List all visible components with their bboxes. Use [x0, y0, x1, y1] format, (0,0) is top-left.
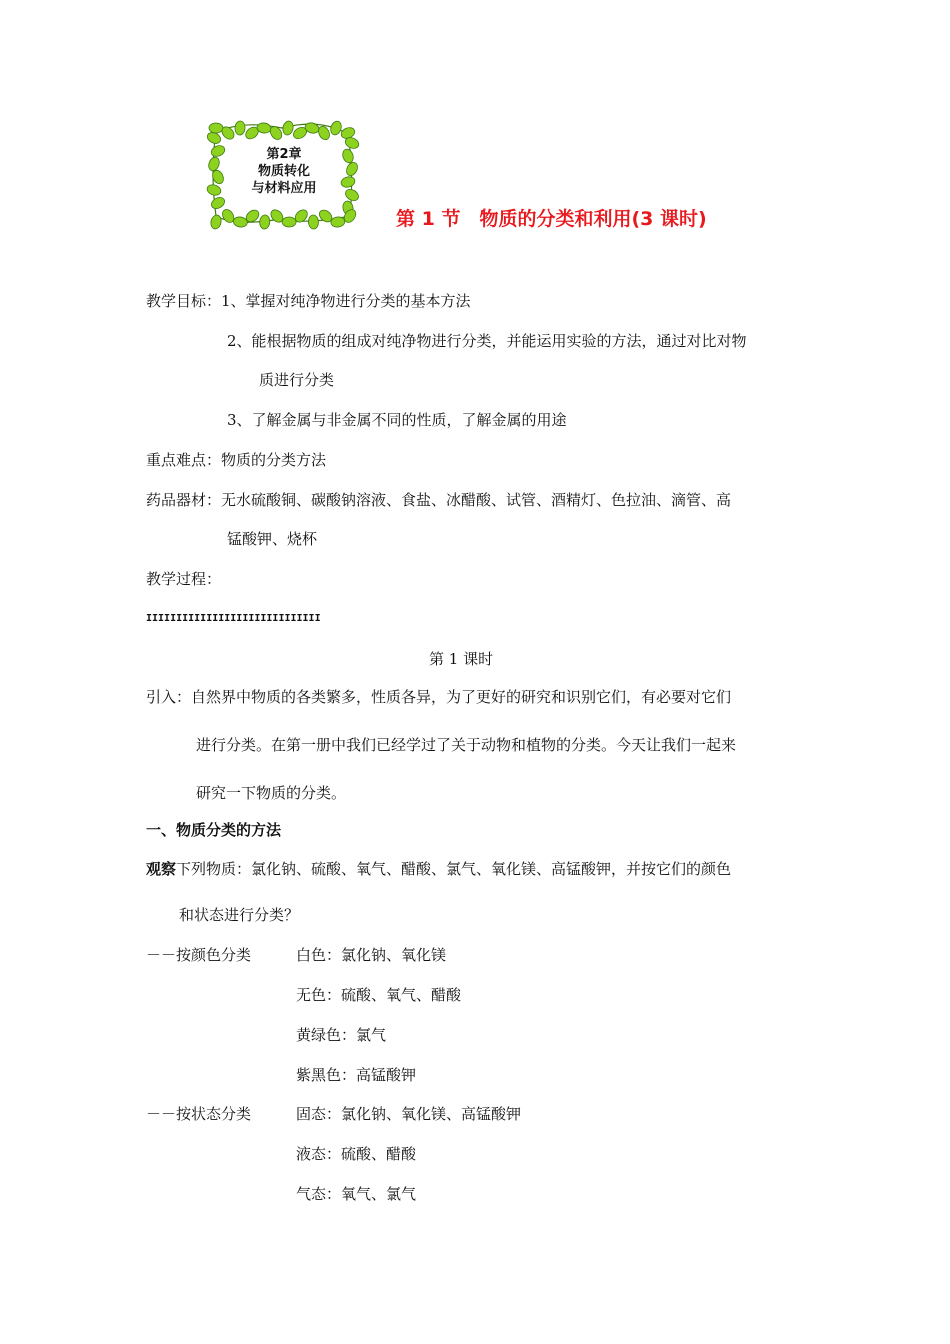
leaf-icon	[235, 121, 246, 136]
materials-line1: 药品器材：无水硫酸铜、碳酸钠溶液、食盐、冰醋酸、试管、酒精灯、色拉油、滴管、高	[146, 491, 732, 509]
objectives-line	[146, 294, 471, 309]
leaf-icon	[341, 148, 355, 164]
heading-classification-methods: 一、物质分类的方法	[146, 821, 282, 839]
leaf-icon	[282, 217, 296, 227]
intro-line2: 进行分类。在第一册中我们已经学过了关于动物和植物的分类。今天让我们一起来	[196, 736, 737, 754]
materials-line2: 锰酸钾、烧杯	[227, 530, 318, 548]
by-color-label: －－按颜色分类	[146, 946, 252, 964]
observe-keyword: 观察	[146, 860, 177, 878]
objective-2-line2: 质进行分类	[259, 371, 335, 389]
state-row-liquid: 液态：硫酸、醋酸	[296, 1145, 417, 1163]
leaf-icon	[340, 175, 356, 188]
leaf-icon	[207, 156, 221, 173]
chapter-badge-label	[232, 146, 336, 197]
color-row-colorless: 无色：硫酸、氧气、醋酸	[296, 986, 462, 1004]
color-row-yellow-green: 黄绿色：氯气	[296, 1026, 387, 1044]
lesson-heading: 第 1 课时	[429, 650, 494, 668]
leaf-icon	[330, 216, 345, 228]
leaf-icon	[344, 160, 359, 177]
objective-1: 1、掌握对纯净物进行分类的基本方法	[221, 292, 471, 310]
key-points: 重点难点：物质的分类方法	[146, 451, 327, 469]
chapter-number: 第2章	[266, 147, 302, 162]
divider-mark: IIIIIIIIIIIIIIIIIIIIIIIIIIIII	[146, 613, 321, 624]
color-row-white: 白色：氯化钠、氧化镁	[296, 946, 447, 964]
observe-line2: 和状态进行分类？	[179, 906, 300, 924]
leaf-icon	[259, 215, 270, 230]
leaf-icon	[206, 183, 222, 197]
leaf-icon	[209, 123, 223, 133]
objective-2-line1: 2、能根据物质的组成对纯净物进行分类，并能运用实验的方法，通过对比对物	[227, 332, 747, 350]
objectives-label: 教学目标：	[146, 292, 222, 310]
intro-line1: 引入：自然界中物质的各类繁多，性质各异，为了更好的研究和识别它们，有必要对它们	[146, 688, 732, 706]
by-state-label: －－按状态分类	[146, 1105, 252, 1123]
chapter-name-line1: 物质转化	[257, 164, 310, 179]
leaf-icon	[282, 120, 295, 136]
state-row-solid: 固态：氯化钠、氧化镁、高锰酸钾	[296, 1105, 522, 1123]
intro-line3: 研究一下物质的分类。	[196, 784, 347, 802]
leaf-icon	[210, 144, 227, 159]
leaf-icon	[210, 214, 223, 230]
leaf-icon	[308, 215, 319, 230]
leaf-icon	[206, 131, 223, 146]
leaf-icon	[256, 122, 271, 134]
leaf-icon	[233, 216, 248, 228]
color-row-purple-black: 紫黑色：高锰酸钾	[296, 1066, 417, 1084]
objective-3: 3、了解金属与非金属不同的性质，了解金属的用途	[227, 411, 567, 429]
section-title: 第 1 节 物质的分类和利用(3 课时)	[396, 208, 707, 230]
state-row-gas: 气态：氧气、氯气	[296, 1185, 417, 1203]
observe-line1	[146, 862, 731, 877]
process-label: 教学过程：	[146, 570, 222, 588]
chapter-name-line2: 与材料应用	[251, 181, 317, 196]
observe-text: 下列物质：氯化钠、硫酸、氧气、醋酸、氯气、氧化镁、高锰酸钾，并按它们的颜色	[176, 860, 732, 878]
leaf-icon	[209, 195, 226, 211]
leaf-icon	[343, 187, 360, 203]
